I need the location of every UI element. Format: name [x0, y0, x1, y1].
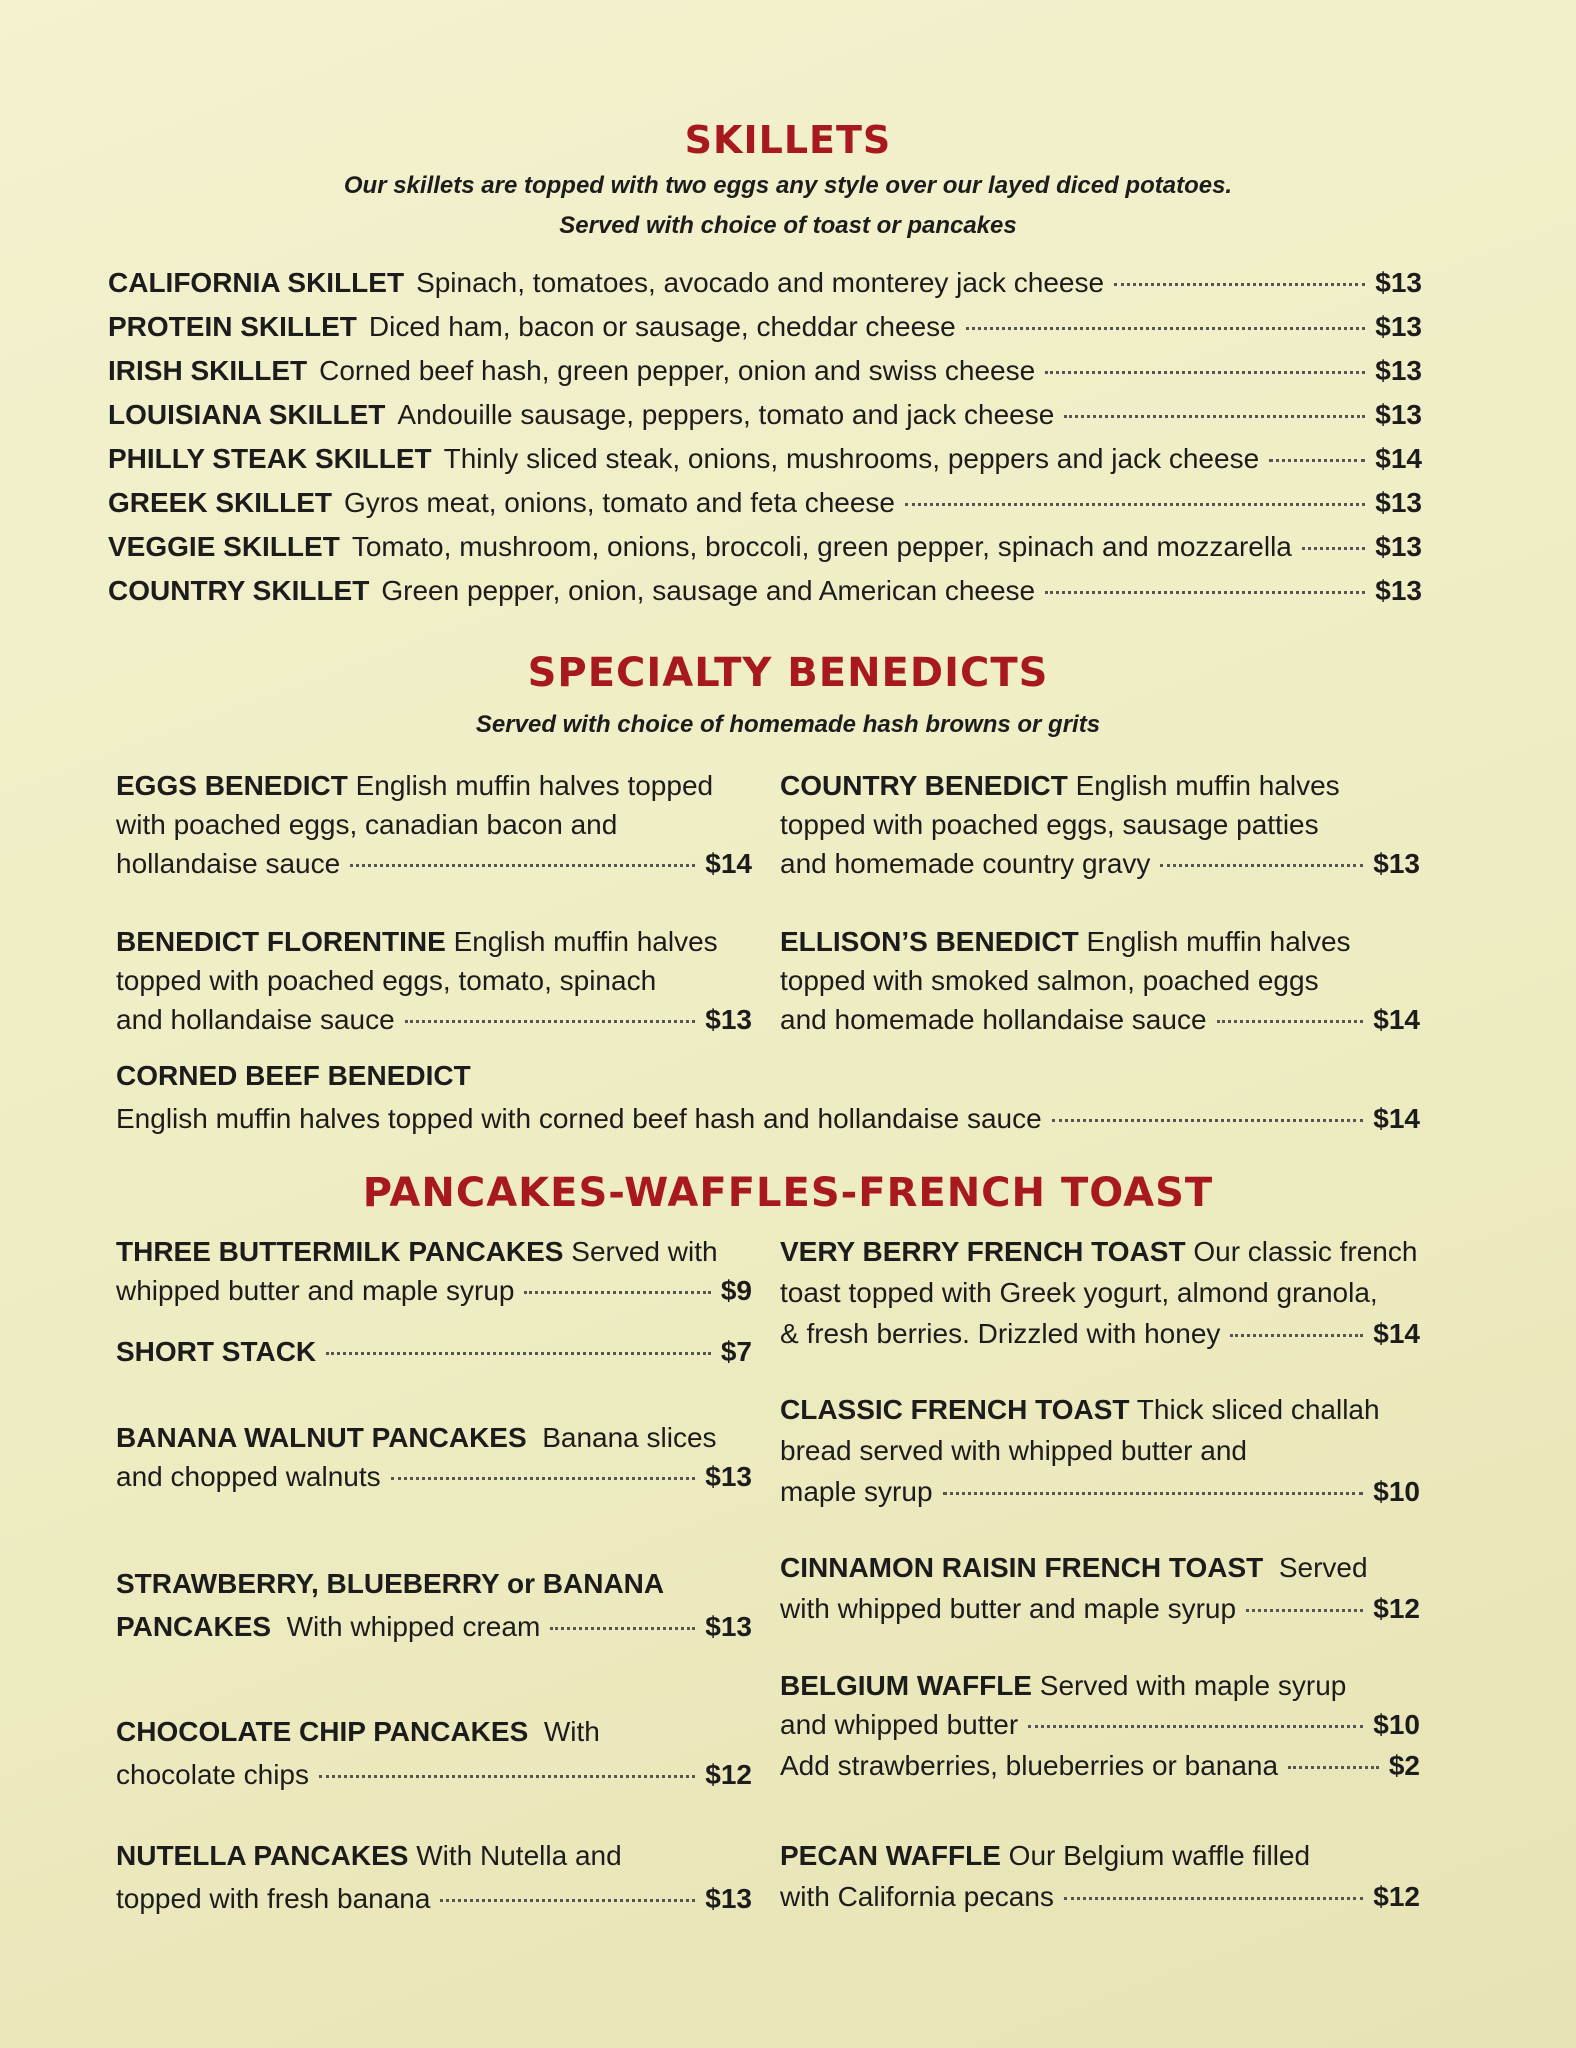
item-name: GREEK SKILLET [108, 487, 333, 518]
item-name: VEGGIE SKILLET [108, 531, 340, 562]
menu-item-pecan-waffle: PECAN WAFFLE Our Belgium waffle filled with California pecans $12 [780, 1836, 1420, 1916]
price: $2 [1388, 1750, 1420, 1781]
item-name: COUNTRY SKILLET [108, 575, 370, 606]
price: $14 [1373, 1318, 1420, 1349]
price: $13 [1375, 355, 1422, 386]
belgium-waffle-addon: Add strawberries, blueberries or banana $2 [780, 1746, 1420, 1785]
menu-item-eggs-benedict: EGGS BENEDICT English muffin halves topped with poached eggs, canadian bacon and hollandaise sauce $14 [116, 766, 752, 883]
item-description: Gyros meat, onions, tomato and feta cheese [344, 487, 895, 518]
menu-item-chocolate-chip-pancakes: CHOCOLATE CHIP PANCAKES With chocolate chips $12 [116, 1712, 752, 1794]
item-description: Green pepper, onion, sausage and American cheese [381, 575, 1036, 606]
skillets-subtitle-1: Our skillets are topped with two eggs any style over our layed diced potatoes. [343, 172, 1233, 199]
menu-item-banana-walnut-pancakes: BANANA WALNUT PANCAKES Banana slices and chopped walnuts $13 [116, 1418, 752, 1496]
price: $14 [1375, 443, 1422, 474]
benedicts-subtitle: Served with choice of homemade hash browns or grits [475, 711, 1101, 738]
skillet-row [108, 571, 1422, 611]
menu-item-fruit-pancakes: STRAWBERRY, BLUEBERRY or BANANA PANCAKES With whipped cream $13 [116, 1564, 752, 1646]
item-name: CALIFORNIA SKILLET [108, 267, 405, 298]
skillet-row [108, 483, 1422, 523]
price: $13 [705, 1461, 752, 1492]
leader-dots [966, 327, 1366, 330]
price: $13 [1373, 848, 1420, 879]
leader-dots [1302, 547, 1365, 550]
item-description: Spinach, tomatoes, avocado and monterey jack cheese [416, 267, 1105, 298]
menu-item-classic-french-toast: CLASSIC FRENCH TOAST Thick sliced challah bread served with whipped butter and maple syrup $10 [780, 1390, 1420, 1511]
item-name: PHILLY STEAK SKILLET [108, 443, 432, 474]
menu-item-nutella-pancakes: NUTELLA PANCAKES With Nutella and topped with fresh banana $13 [116, 1836, 752, 1918]
price: $13 [1375, 311, 1422, 342]
price: $7 [720, 1336, 752, 1367]
skillet-row [108, 395, 1422, 435]
price: $14 [1373, 1004, 1420, 1035]
price: $13 [1375, 531, 1422, 562]
leader-dots [1045, 371, 1365, 374]
leader-dots [905, 503, 1365, 506]
item-name: IRISH SKILLET [108, 355, 308, 386]
skillet-row [108, 263, 1422, 303]
skillet-row [108, 351, 1422, 391]
item-name: LOUISIANA SKILLET [108, 399, 386, 430]
item-description: Corned beef hash, green pepper, onion and swiss cheese [319, 355, 1036, 386]
pancakes-title: PANCAKES-WAFFLES-FRENCH TOAST [362, 1170, 1214, 1216]
menu-item-ellisons-benedict: ELLISON’S BENEDICT English muffin halves topped with smoked salmon, poached eggs and homemade hollandaise sauce $14 [780, 922, 1420, 1039]
skillets-title: SKILLETS [684, 118, 892, 162]
price: $10 [1373, 1709, 1420, 1740]
item-description: Tomato, mushroom, onions, broccoli, green pepper, spinach and mozzarella [351, 531, 1292, 562]
skillet-row [108, 439, 1422, 479]
skillet-row [108, 307, 1422, 347]
price: $13 [705, 1611, 752, 1642]
price: $13 [1375, 267, 1422, 298]
price: $13 [1375, 399, 1422, 430]
item-name: PROTEIN SKILLET [108, 311, 357, 342]
price: $10 [1373, 1476, 1420, 1507]
price: $13 [705, 1004, 752, 1035]
menu-item-three-buttermilk-pancakes: THREE BUTTERMILK PANCAKES Served with whipped butter and maple syrup $9 [116, 1232, 752, 1310]
menu-item-belgium-waffle: BELGIUM WAFFLE Served with maple syrup and whipped butter $10 Add strawberries, blueberries or banana $2 [780, 1666, 1420, 1785]
leader-dots [1114, 283, 1365, 286]
menu-item-benedict-florentine: BENEDICT FLORENTINE English muffin halves topped with poached eggs, tomato, spinach and hollandaise sauce $13 [116, 922, 752, 1039]
price: $12 [705, 1759, 752, 1790]
price: $13 [705, 1883, 752, 1914]
menu-item-very-berry-french-toast: VERY BERRY FRENCH TOAST Our classic french toast topped with Greek yogurt, almond granola, & fresh berries. Drizzled with honey $14 [780, 1232, 1420, 1353]
price: $12 [1373, 1593, 1420, 1624]
item-description: Diced ham, bacon or sausage, cheddar cheese [368, 311, 956, 342]
benedicts-title: SPECIALTY BENEDICTS [527, 650, 1049, 696]
price: $13 [1375, 487, 1422, 518]
menu-item-country-benedict: COUNTRY BENEDICT English muffin halves topped with poached eggs, sausage patties and homemade country gravy $13 [780, 766, 1420, 883]
leader-dots [1045, 591, 1365, 594]
price: $13 [1375, 575, 1422, 606]
leader-dots [1064, 415, 1365, 418]
price: $12 [1373, 1881, 1420, 1912]
skillets-subtitle-2: Served with choice of toast or pancakes [559, 212, 1017, 239]
price: $14 [1373, 1103, 1420, 1134]
price: $14 [705, 848, 752, 879]
menu-item-cinnamon-raisin-french-toast: CINNAMON RAISIN FRENCH TOAST Served with whipped butter and maple syrup $12 [780, 1548, 1420, 1628]
price: $9 [720, 1275, 752, 1306]
leader-dots [1269, 459, 1365, 462]
menu-item-corned-beef-benedict: CORNED BEEF BENEDICT English muffin halves topped with corned beef hash and hollandaise sauce $14 [116, 1056, 1420, 1138]
item-description: Thinly sliced steak, onions, mushrooms, peppers and jack cheese [443, 443, 1260, 474]
menu-item-short-stack: SHORT STACK $7 [116, 1332, 752, 1371]
skillet-row [108, 527, 1422, 567]
item-description: Andouille sausage, peppers, tomato and jack cheese [397, 399, 1055, 430]
